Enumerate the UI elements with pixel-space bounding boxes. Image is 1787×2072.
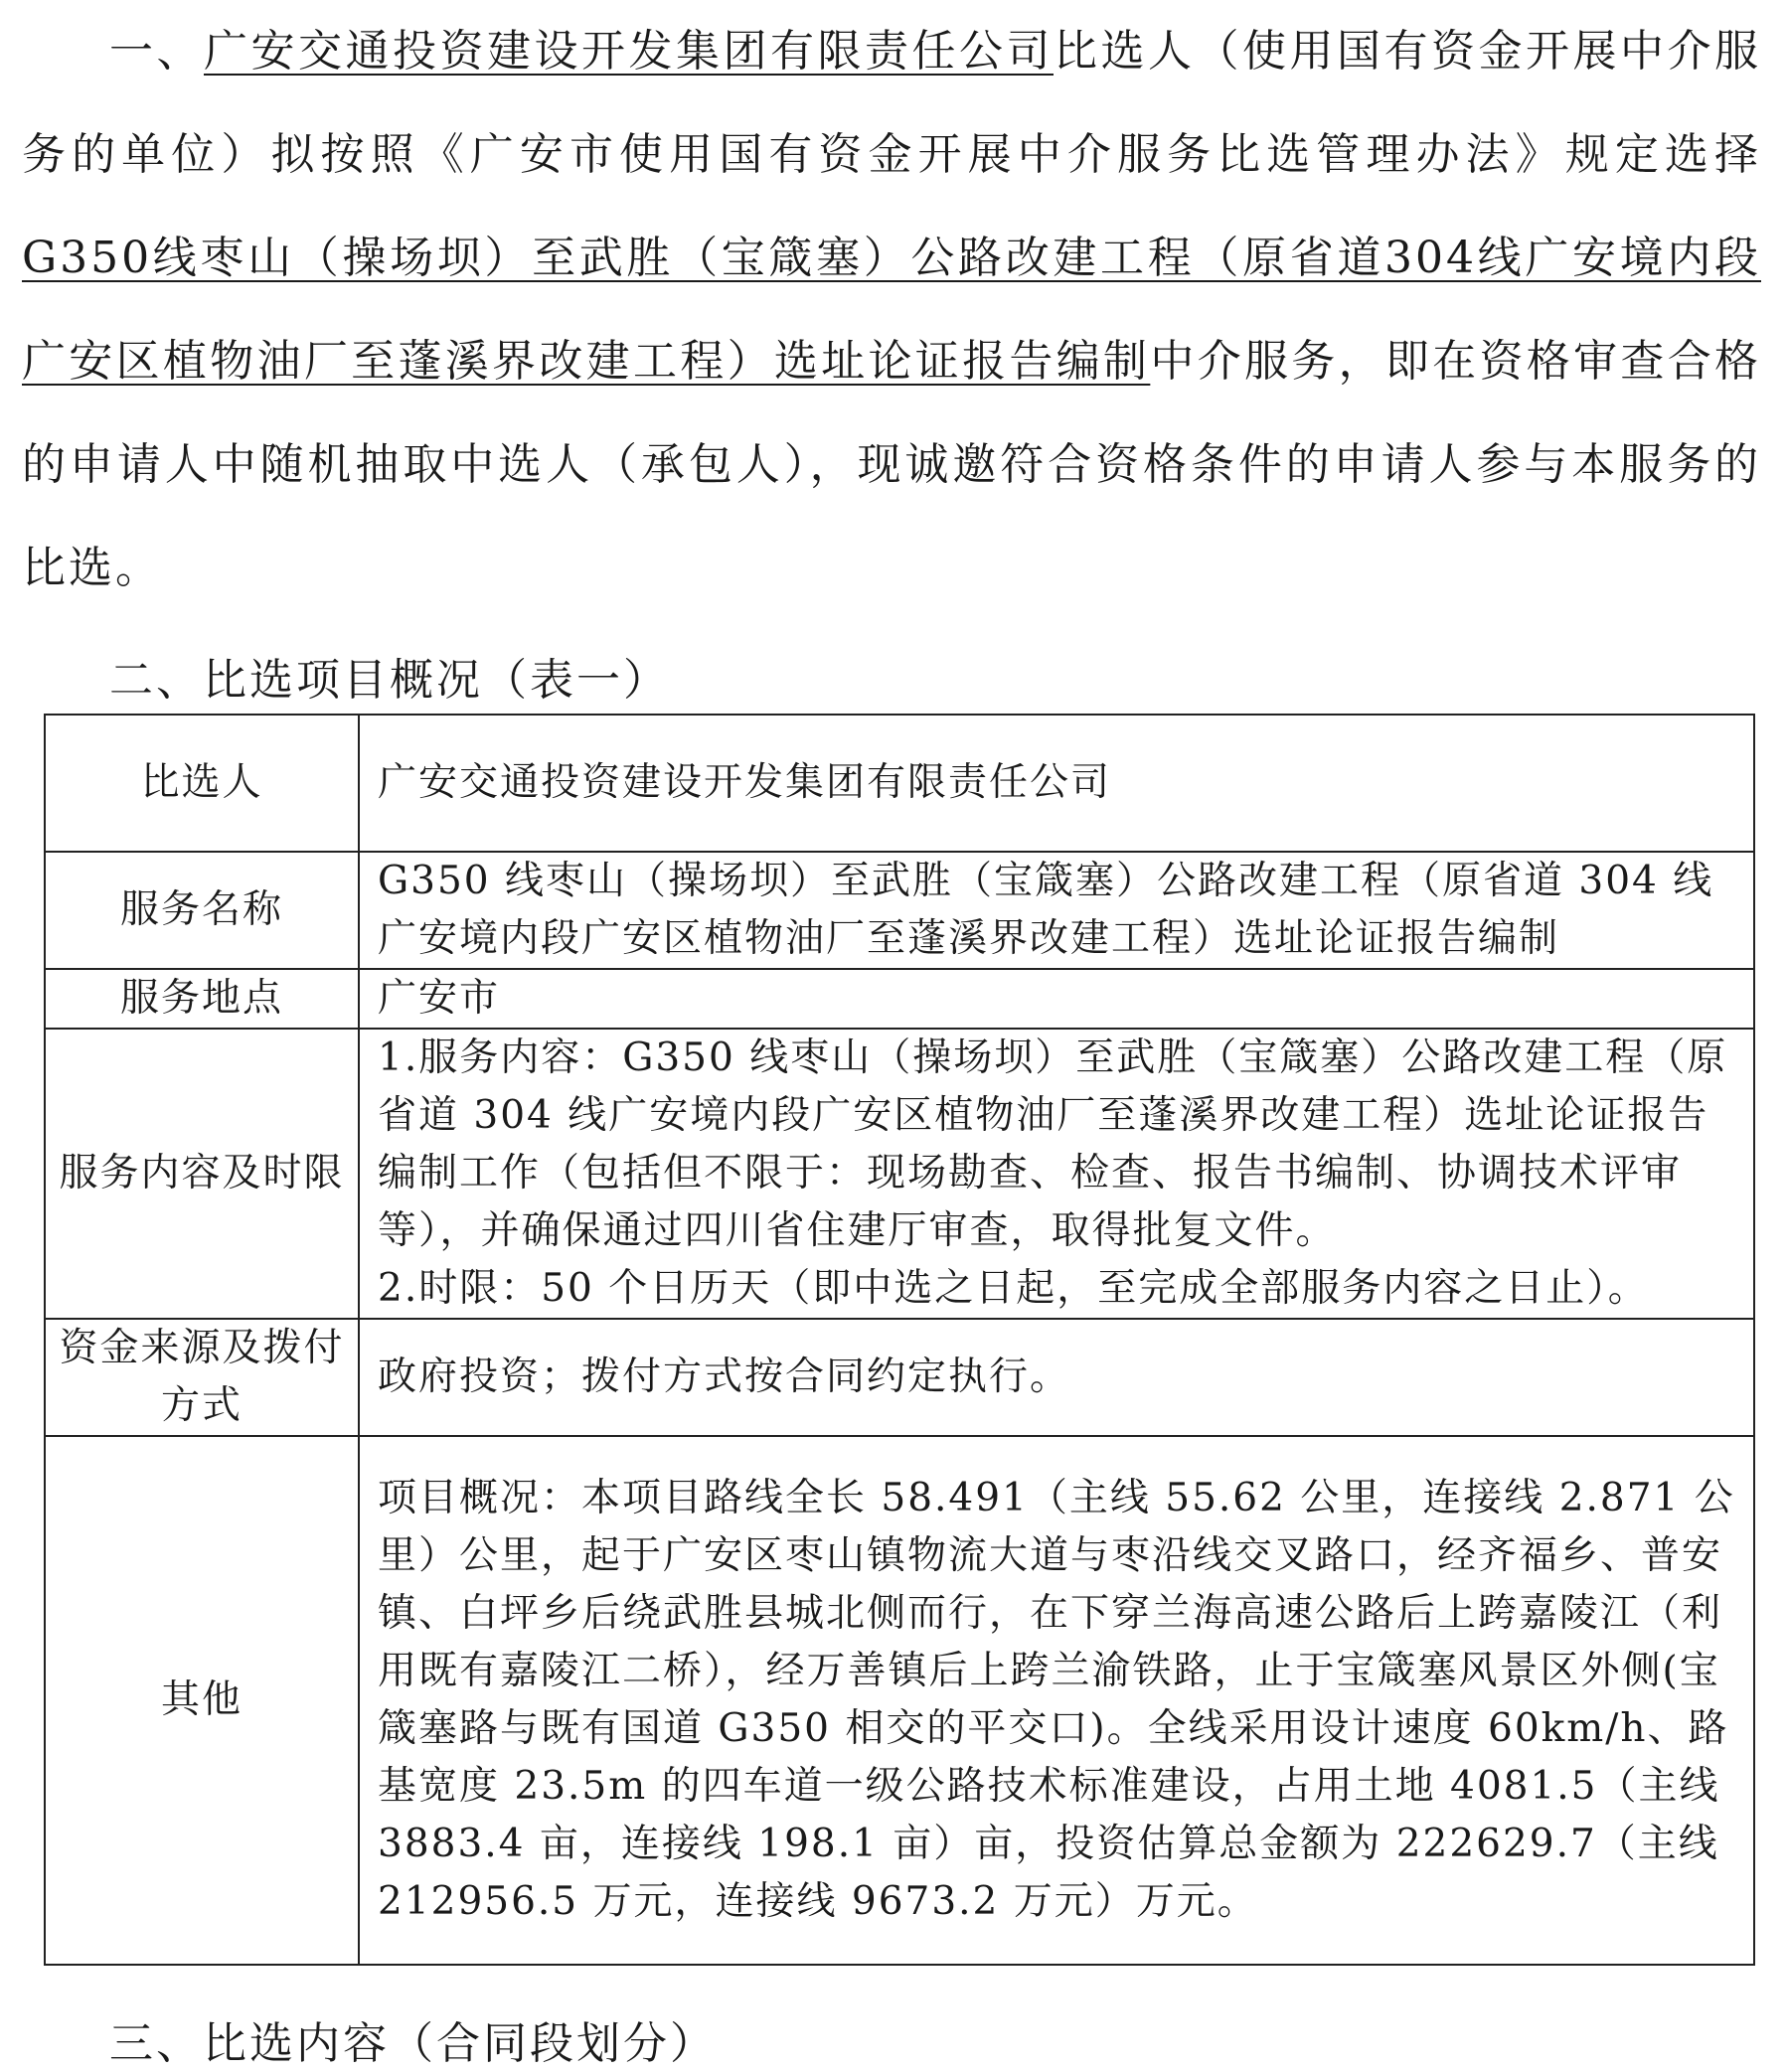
row-value: G350 线枣山（操场坝）至武胜（宝箴塞）公路改建工程（原省道 304 线广安境内段广安区植物油厂至蓬溪界改建工程）选址论证报告编制 <box>359 852 1754 969</box>
section-3-heading: 三、比选内容（合同段划分） <box>109 2018 717 2069</box>
intro-paragraph <box>22 0 1761 620</box>
section-2-heading: 二、比选项目概况（表一） <box>109 655 670 706</box>
table-row <box>45 1319 1754 1436</box>
table-row <box>45 715 1754 852</box>
row-label: 其他 <box>45 1436 359 1965</box>
table-row <box>45 852 1754 969</box>
intro-project: G350线枣山（操场坝）至武胜（宝箴塞）公路改建工程（原省道304线广安境内段广安区植物油厂至蓬溪界改建工程）选址论证报告编制 <box>22 233 1761 387</box>
row-value: 项目概况：本项目路线全长 58.491（主线 55.62 公里，连接线 2.871 公里）公里，起于广安区枣山镇物流大道与枣沿线交叉路口，经齐福乡、普安镇、白坪乡后绕武胜县城北侧而行，在下穿兰海高速公路后上跨嘉陵江（利用既有嘉陵江二桥），经万善镇后上跨兰渝铁路，止于宝箴塞风景区外侧(宝箴塞路与既有国道 G350 相交的平交口)。全线采用设计速度 60km/h、路基宽度 23.5m 的四车道一级公路技术标准建设，占用土地 4081.5（主线 3883.4 亩，连接线 198.1 亩）亩，投资估算总金额为 222629.7（主线 212956.5 万元，连接线 9673.2 万元）万元。 <box>359 1436 1754 1965</box>
row-value: 广安市 <box>359 969 1754 1029</box>
table-row <box>45 1029 1754 1319</box>
row-value: 广安交通投资建设开发集团有限责任公司 <box>359 715 1754 852</box>
intro-text-1: 比选人（使用国有资金开展中介服务的单位）拟按照《广安市使用国有资金开展中介服务比选管理办法》规定选择 <box>22 26 1761 180</box>
row-value <box>359 1029 1754 1319</box>
row-label: 比选人 <box>45 715 359 852</box>
intro-company: 广安交通投资建设开发集团有限责任公司 <box>204 26 1054 77</box>
row-label: 资金来源及拨付方式 <box>45 1319 359 1436</box>
table-row <box>45 969 1754 1029</box>
project-overview-table <box>44 714 1755 1966</box>
intro-text-2: 中介服务，即在资格审查合格的申请人中随机抽取中选人（承包人），现诚邀符合资格条件的申请人参与本服务的比选。 <box>22 336 1762 593</box>
row-value: 政府投资；拨付方式按合同约定执行。 <box>359 1319 1754 1436</box>
service-content-text: 1.服务内容：G350 线枣山（操场坝）至武胜（宝箴塞）公路改建工程（原省道 304 线广安境内段广安区植物油厂至蓬溪界改建工程）选址论证报告编制工作（包括但不限于：现场勘查、检查、报告书编制、协调技术评审等），并确保通过四川省住建厅审查，取得批复文件。 <box>378 1036 1728 1253</box>
row-label: 服务名称 <box>45 852 359 969</box>
intro-prefix: 一、 <box>109 26 204 77</box>
service-time-limit-text: 2.时限：50 个日历天（即中选之日起，至完成全部服务内容之日止）。 <box>378 1266 1649 1311</box>
row-label: 服务地点 <box>45 969 359 1029</box>
row-label: 服务内容及时限 <box>45 1029 359 1319</box>
table-row <box>45 1436 1754 1965</box>
